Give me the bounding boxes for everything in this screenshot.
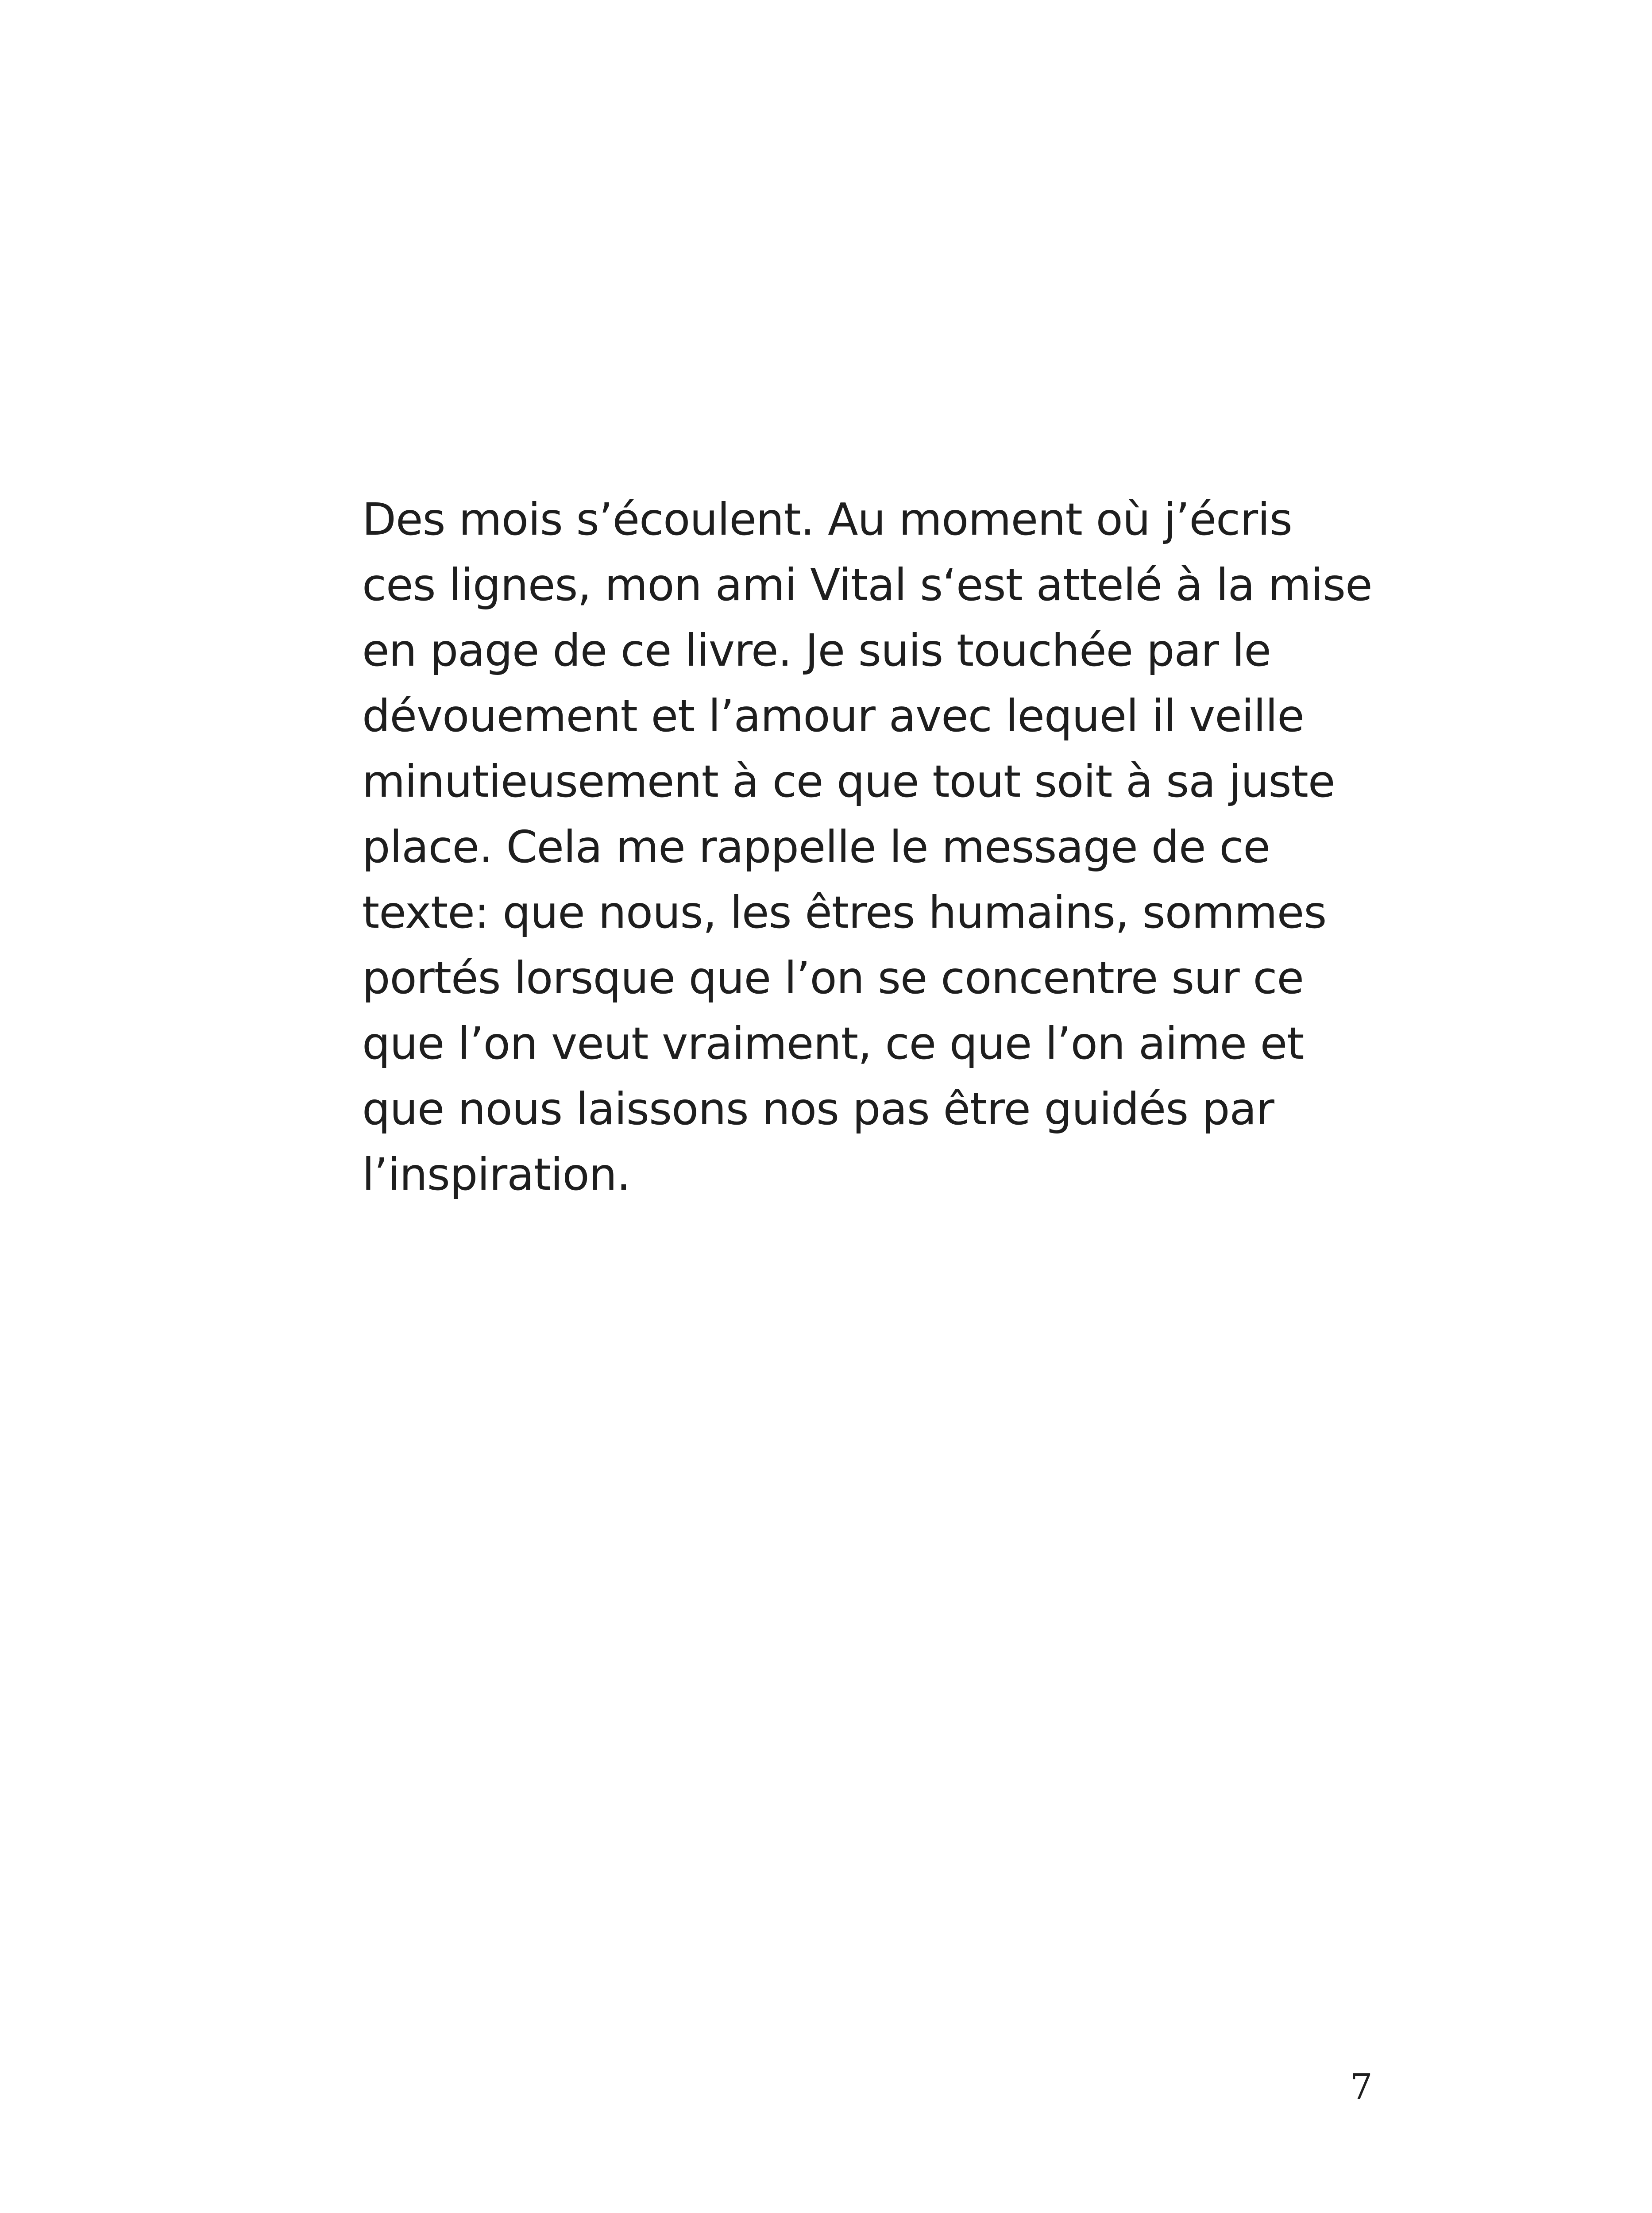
paragraph-line: en page de ce livre. Je suis touchée par le xyxy=(362,625,1271,676)
body-paragraph xyxy=(362,487,1380,1207)
paragraph-line: portés lorsque que l’on se concentre sur ce xyxy=(362,952,1304,1004)
paragraph-line: Des mois s’écoulent. Au moment où j’écris xyxy=(362,493,1292,545)
paragraph-line: ces lignes, mon ami Vital s‘est attelé à la mise xyxy=(362,559,1372,611)
paragraph-line: minutieusement à ce que tout soit à sa juste xyxy=(362,756,1335,807)
paragraph-line: l’inspiration. xyxy=(362,1149,630,1200)
paragraph-line: texte: que nous, les êtres humains, sommes xyxy=(362,887,1327,938)
page-number: 7 xyxy=(1350,2066,1373,2107)
paragraph-line: que l’on veut vraiment, ce que l’on aime et xyxy=(362,1018,1304,1069)
paragraph-line: dévouement et l’amour avec lequel il veille xyxy=(362,690,1304,742)
paragraph-line: que nous laissons nos pas être guidés par xyxy=(362,1083,1274,1135)
paragraph-line: place. Cela me rappelle le message de ce xyxy=(362,821,1270,873)
